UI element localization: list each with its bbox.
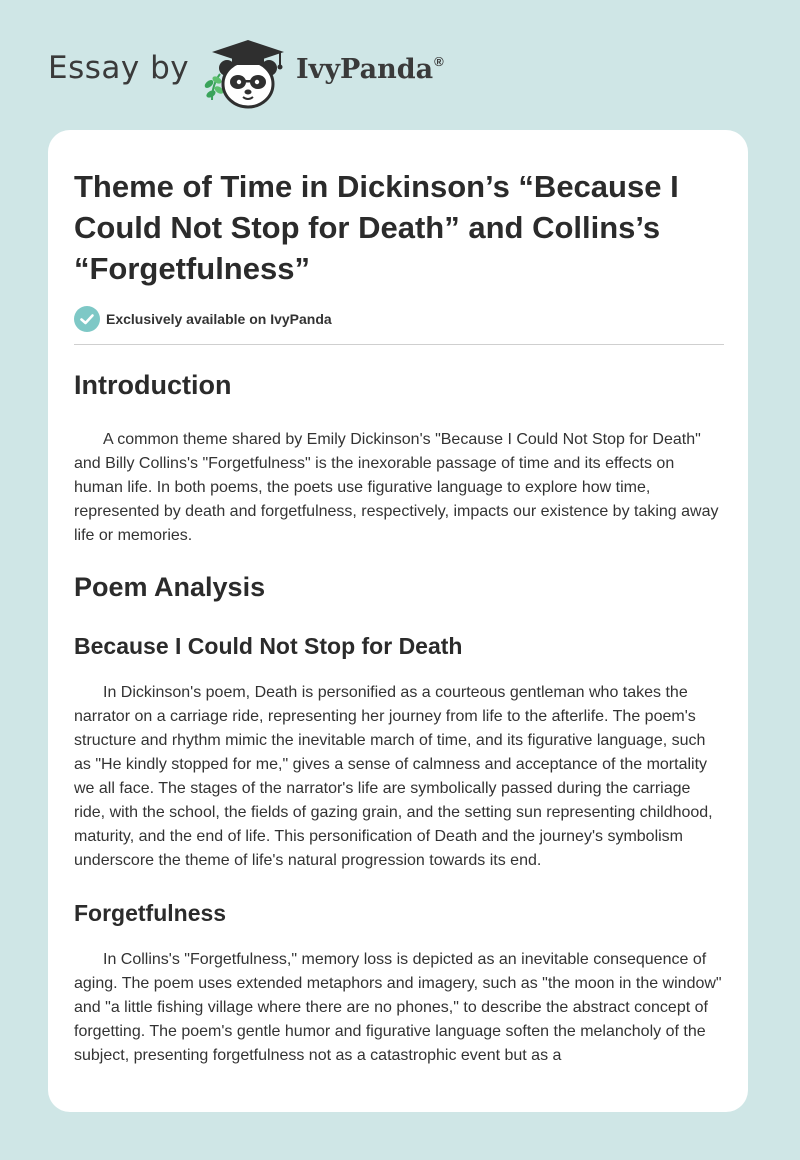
title-divider — [74, 344, 724, 345]
brand-name[interactable]: IvyPanda® — [296, 54, 444, 85]
paragraph-introduction: A common theme shared by Emily Dickinson's "Because I Could Not Stop for Death" and Billy Collins's "Forgetfulness" is the inexorable passage of time and its effects on human life. In both poems, the poets use figurative language to explore how time, represented by death and forgetfulness, respectively, impacts our existence by taking away life or memories. — [74, 431, 719, 544]
article-card — [48, 130, 748, 1112]
check-circle-icon — [74, 306, 100, 332]
trademark-symbol: ® — [434, 54, 444, 69]
section-heading-poem-analysis: Poem Analysis — [74, 572, 266, 602]
page-title: Theme of Time in Dickinson’s “Because I Could Not Stop for Death” and Collins’s “Forgetfulness” — [74, 169, 679, 286]
badge-label: Exclusively available on IvyPanda — [106, 311, 332, 327]
essay-by-label: Essay by — [48, 50, 190, 86]
site-header — [0, 0, 800, 130]
subheading-forgetfulness: Forgetfulness — [74, 900, 227, 926]
section-heading-introduction: Introduction — [74, 370, 232, 400]
panda-graduate-icon[interactable] — [200, 34, 292, 110]
subheading-because-i-could-not-stop: Because I Could Not Stop for Death — [74, 633, 463, 659]
paragraph-collins: In Collins's "Forgetfulness," memory loss is depicted as an inevitable consequence of aging. The poem uses extended metaphors and imagery, such as "the moon in the window" and "a little fishing village where there are no phones," to describe the abstract concept of forgetting. The poem's gentle humor and figurative language soften the melancholy of the subject, presenting forgetfulness not as a catastrophic event but as a — [74, 951, 722, 1064]
paragraph-dickinson: In Dickinson's poem, Death is personified as a courteous gentleman who takes the narrator on a carriage ride, representing her journey from life to the afterlife. The poem's structure and rhythm mimic the inevitable march of time, and its figurative language, such as "He kindly stopped for me," gives a sense of calmness and acceptance of the mortality we all face. The stages of the narrator's life are symbolically passed during the carriage ride, with the school, the fields of gazing grain, and the setting sun representing childhood, maturity, and the end of life. This personification of Death and the journey's symbolism underscore the theme of life's natural progression towards its end. — [74, 684, 713, 869]
exclusive-badge — [74, 306, 332, 332]
